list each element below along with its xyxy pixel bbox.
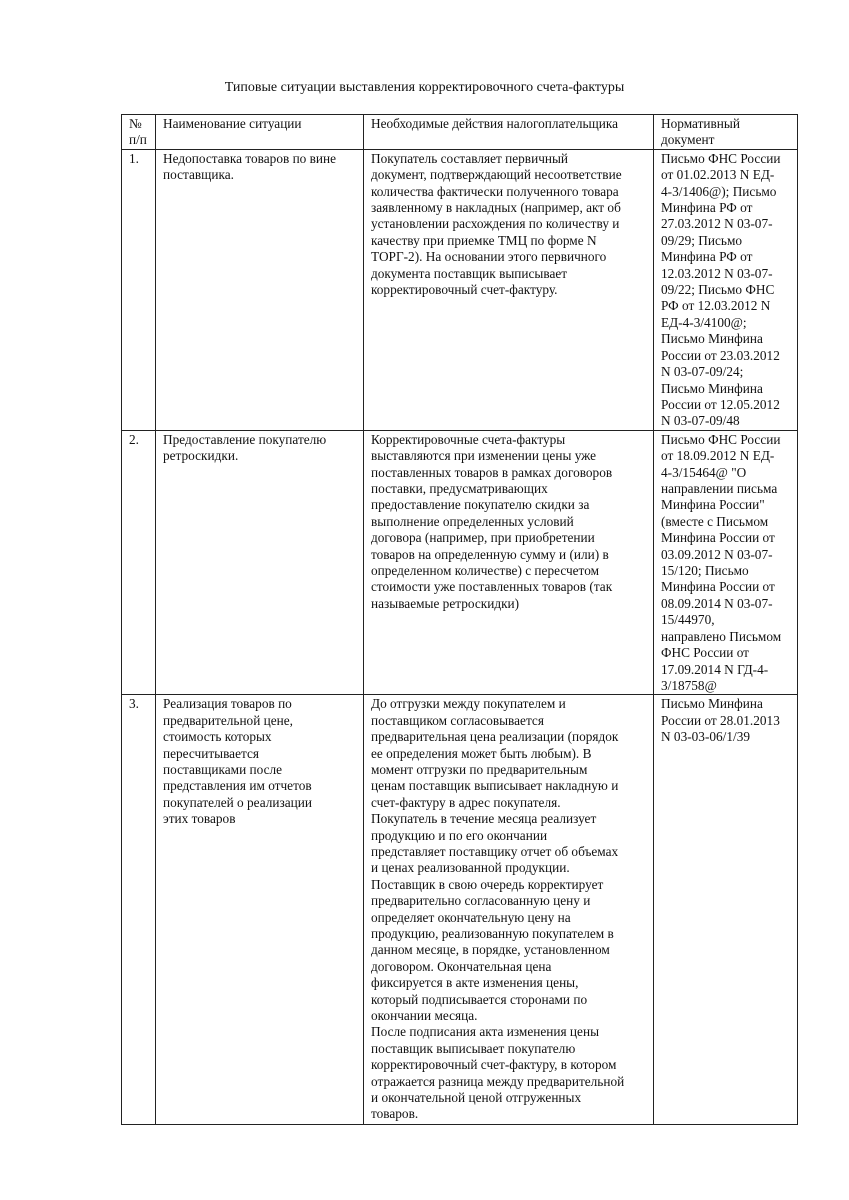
header-number: № п/п: [122, 115, 156, 150]
situation-cell: Реализация товаров по предварительной цене, стоимость которых пересчитывается поставщиками после представления им отчетов покупателей о реализации этих товаров: [156, 695, 364, 1125]
situation-cell: Предоставление покупателю ретроскидки.: [156, 430, 364, 695]
header-actions: Необходимые действия налогоплательщика: [364, 115, 654, 150]
table-row: [122, 430, 798, 695]
normative-docs-cell: Письмо ФНС России от 01.02.2013 N ЕД- 4-3/1406@); Письмо Минфина РФ от 27.03.2012 N 03-07- 09/29; Письмо Минфина РФ от 12.03.2012 N 03-07- 09/22; Письмо ФНС РФ от 12.03.2012 N ЕД-4-3/4100@; Письмо Минфина России от 23.03.2012 N 03-07-09/24; Письмо Минфина России от 12.05.2012 N 03-07-09/48: [654, 149, 798, 430]
row-number: 2.: [122, 430, 156, 695]
normative-docs-cell: Письмо Минфина России от 28.01.2013 N 03-03-06/1/39: [654, 695, 798, 1125]
situation-cell: Недопоставка товаров по вине поставщика.: [156, 149, 364, 430]
document-title: Типовые ситуации выставления корректировочного счета-фактуры: [224, 80, 625, 95]
normative-docs-cell: Письмо ФНС России от 18.09.2012 N ЕД- 4-3/15464@ "О направлении письма Минфина России" (вместе с Письмом Минфина России от 03.09.2012 N 03-07- 15/120; Письмо Минфина России от 08.09.2014 N 03-07- 15/44970, направлено Письмом ФНС России от 17.09.2014 N ГД-4- 3/18758@: [654, 430, 798, 695]
actions-cell: Корректировочные счета-фактуры выставляются при изменении цены уже поставленных товаров в рамках договоров поставки, предусматривающих предоставление покупателю скидки за выполнение определенных условий договора (например, при приобретении товаров на определенную сумму и (или) в определенном количестве) с пересчетом стоимости уже поставленных товаров (так называемые ретроскидки): [364, 430, 654, 695]
situations-table: [121, 114, 798, 1125]
row-number: 1.: [122, 149, 156, 430]
table-header-row: [122, 115, 798, 150]
table-row: [122, 149, 798, 430]
actions-cell: До отгрузки между покупателем и поставщиком согласовывается предварительная цена реализации (порядок ее определения может быть любым). В момент отгрузки по предварительным ценам поставщик выписывает накладную и счет-фактуру в адрес покупателя. Покупатель в течение месяца реализует продукцию и по его окончании представляет поставщику отчет об объемах и ценах реализованной продукции. Поставщик в свою очередь корректирует предварительно согласованную цену и определяет окончательную цену на продукцию, реализованную покупателем в данном месяце, в порядке, установленном договором. Окончательная цена фиксируется в акте изменения цены, который подписывается сторонами по окончании месяца. После подписания акта изменения цены поставщик выписывает покупателю корректировочный счет-фактуру, в котором отражается разница между предварительной и окончательной ценой отгруженных товаров.: [364, 695, 654, 1125]
header-normative-document: Нормативный документ: [654, 115, 798, 150]
row-number: 3.: [122, 695, 156, 1125]
actions-cell: Покупатель составляет первичный документ, подтверждающий несоответствие количества фактически полученного товара заявленному в накладных (например, акт об установлении расхождения по количеству и качеству при приемке ТМЦ по форме N ТОРГ-2). На основании этого первичного документа поставщик выписывает корректировочный счет-фактуру.: [364, 149, 654, 430]
table-row: [122, 695, 798, 1125]
header-situation: Наименование ситуации: [156, 115, 364, 150]
